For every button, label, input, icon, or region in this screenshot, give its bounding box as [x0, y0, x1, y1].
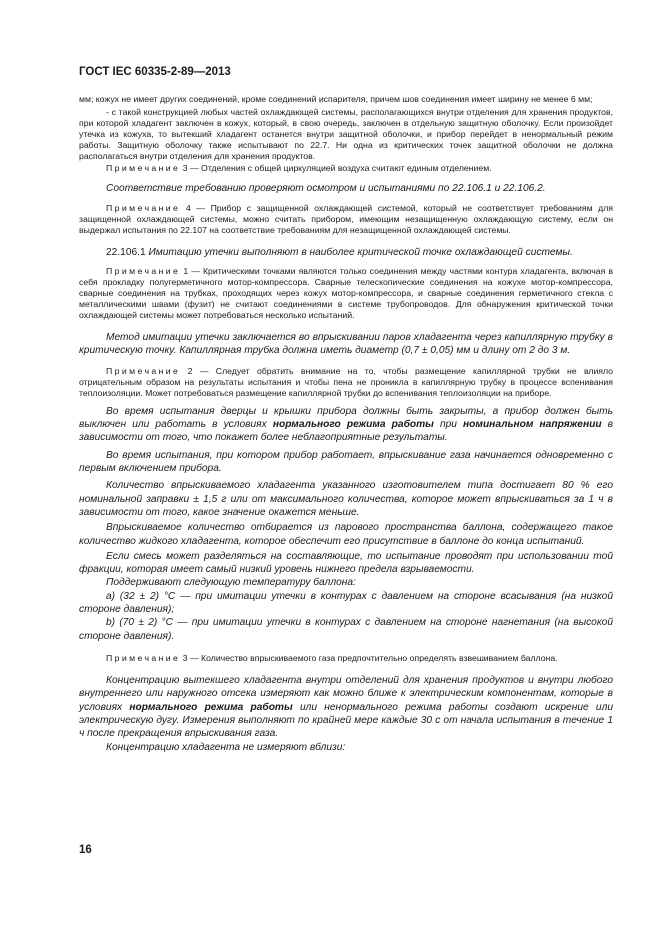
note-label: Примечание [106, 365, 181, 376]
note-text: 2 — Следует обратить внимание на то, чтобы размещение капиллярной трубки не влияло отрицательным образом на результаты испытания и чтобы пена не проникла в капиллярную трубку в процессе вспенивания теплоизоляции. Может потребоваться размещение капиллярной трубки до вспенивания теплоизоляции на приборе. [79, 365, 613, 398]
text-run: или ненормального режима работы создают искрение или электрическую дугу. Измерения выполняют по крайней мере каждые 30 с от начала испытания в течение 1 ч после прекращения впрыскивания газа. [79, 701, 613, 740]
paragraph: Концентрацию хладагента не измеряют вблизи: [106, 741, 346, 753]
note-label: Примечание [106, 652, 181, 663]
note [79, 366, 613, 399]
note-text: 3 — Количество впрыскиваемого газа предпочтительно определять взвешиванием баллона. [180, 652, 558, 663]
clause-heading [79, 246, 613, 259]
page-number: 16 [79, 844, 92, 856]
text-run: Во время испытания дверцы и крышки прибора должны быть закрыты, а прибор должен быть выключен или работать в условиях [79, 405, 613, 431]
note-label: Примечание [106, 162, 181, 173]
paragraph: - с такой конструкцией любых частей охлаждающей системы, располагающихся внутри отделения для хранения продуктов, при которой хладагент заключен в кожух, который, в свою очередь, заключен в отдельную защитную оболочку. Если произойдет утечка из кожуха, то вытекший хладагент останется внутри защитной оболочки, и прибор перейдет в ненормальный режим работы. Защитную оболочку также испытывают по 22.7. Ни одна из критических точек защитной оболочки не должна располагаться внутри отделения для хранения продуктов. [79, 107, 613, 162]
conformity-statement: Соответствие требованию проверяют осмотром и испытаниями по 22.106.1 и 22.106.2. [106, 182, 546, 194]
paragraph: Количество впрыскиваемого хладагента указанного изготовителем типа достигает 80 % его номинальной заправки ± 1,5 г или от максимального количества, которое может впрыскиваться за 1 ч в зависимости от того, какое значение окажется меньше. [79, 480, 613, 518]
defined-term: номинальном напряжении [463, 419, 602, 431]
defined-term: нормального режима работы [272, 419, 434, 431]
note-text: 3 — Отделения с общей циркуляцией воздуха считают единым отделением. [180, 162, 492, 173]
note-text: 1 — Критическими точками являются только соединения между частями контура хладагента, включая в себя прокладку полугерметичного мотор-компрессора. Сварные телескопические соединения на кожухе мотор-компрессора, сварные соединения на трубках, проходящих через кожух мотор-компрессора, и сварные соединения герметичного стекла с металлическими швами (фузит) не считают соединениями в системе трубопроводов. Для обнаружения критической точки охлаждающей системы может потребоваться несколько испытаний. [79, 265, 613, 320]
paragraph: мм; кожух не имеет других соединений, кроме соединений испарителя, причем шов соединения имеет ширину не менее 6 мм; [79, 94, 593, 104]
clause-number: 22.106.1 [106, 247, 149, 259]
paragraph [79, 405, 613, 445]
paragraph: Впрыскиваемое количество отбирается из парового пространства баллона, содержащего такое количество жидкого хладагента, которое обеспечит его присутствие в баллоне до конца испытаний. [79, 522, 613, 547]
note-label: Примечание [106, 202, 181, 213]
document-header: ГОСТ IEC 60335-2-89—2013 [79, 66, 231, 78]
list-item: a) (32 ± 2) °С — при имитации утечки в контурах с давлением на стороне всасывания (на низкой стороне давления); [79, 590, 613, 616]
text-run: в зависимости от того, что покажет более неблагоприятные результаты. [79, 419, 613, 444]
defined-term: нормального режима работы [129, 701, 293, 713]
note [79, 163, 613, 174]
paragraph: Метод имитации утечки заключается во впрыскивании паров хладагента через капиллярную трубку в критическую точку. Капиллярная трубка должна иметь диаметр (0,7 ± 0,05) мм и длину от 2 до 3 м. [79, 332, 613, 357]
paragraph: Если смесь может разделяться на составляющие, то испытание проводят при использовании той фракции, которая имеет самый низкий уровень нижнего предела взрываемости. [79, 550, 613, 576]
clause-text: Имитацию утечки выполняют в наиболее критической точке охлаждающей системы. [148, 247, 573, 259]
text-run: при [433, 419, 464, 431]
paragraph: Поддерживают следующую температуру баллона: [106, 577, 356, 589]
page-body [79, 94, 613, 754]
note [79, 266, 613, 321]
note-label: Примечание [106, 265, 181, 276]
text-run: Концентрацию вытекшего хладагента внутри отделений для хранения продуктов и внутри любого внутреннего или наружного отсека измеряют как можно ближе к электрическим компонентам, которые в условиях [79, 675, 613, 713]
list-item: b) (70 ± 2) °С — при имитации утечки в контурах с давлением на стороне нагнетания (на высокой стороне давления). [79, 617, 613, 642]
note [79, 203, 613, 236]
note-text: 4 — Прибор с защищенной охлаждающей системой, который не соответствует требованиям для защищенной охлаждающей системы, можно считать прибором, имеющим незащищенную охлаждающую систему, если он выдержал испытания по 22.107 на соответствие требованиям для незащищенной охлаждающей системы. [79, 202, 613, 236]
paragraph: Во время испытания, при котором прибор работает, впрыскивание газа начинается одновременно с первым включением прибора. [79, 449, 613, 475]
paragraph [79, 674, 613, 740]
note [79, 653, 613, 664]
